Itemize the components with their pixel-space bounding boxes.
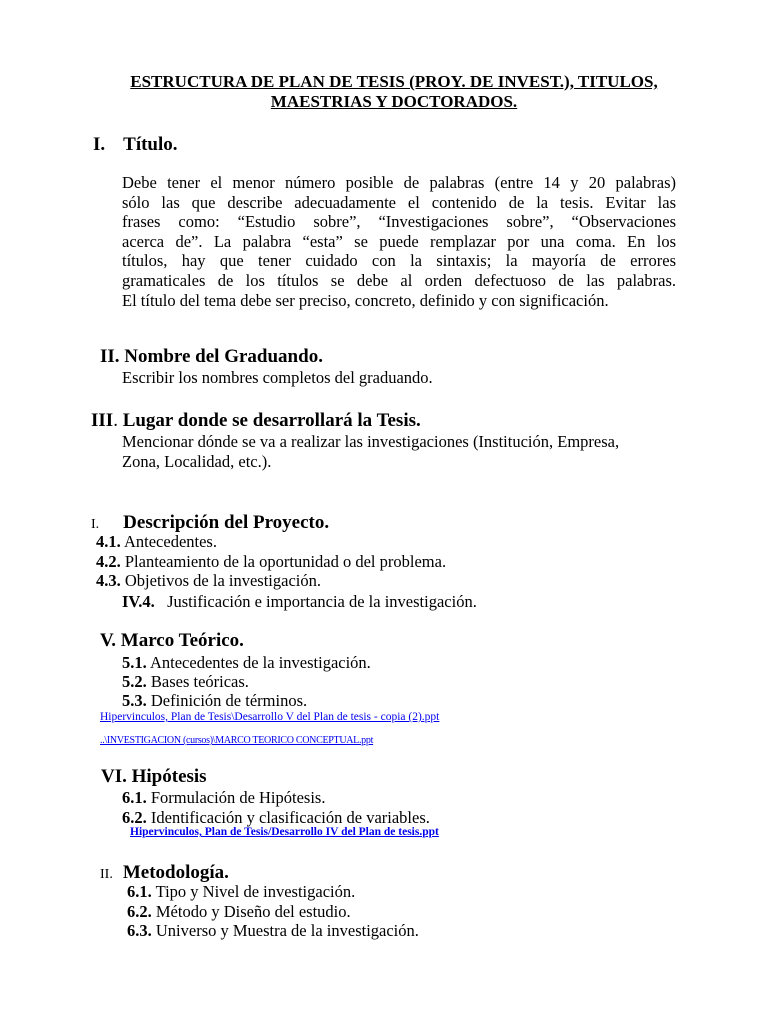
paragraph-line: sólo las que describe adecuadamente el contenido de la tesis. Evitar las [122,192,676,212]
section-7-number: II. [100,867,113,882]
section-4-item-2 [96,552,446,572]
section-5-item-2 [122,672,249,692]
section-2-text: Escribir los nombres completos del graduando. [122,368,433,387]
document-title-line-1: ESTRUCTURA DE PLAN DE TESIS (PROY. DE INVEST.), TITULOS, [130,72,658,91]
item-number: 6.2. [127,902,152,921]
document-title-line-2: MAESTRIAS Y DOCTORADOS. [270,92,518,111]
item-text: Antecedentes de la investigación. [149,653,371,672]
section-5-title: Marco Teórico. [120,630,244,651]
section-7-item-1 [127,882,355,902]
section-3-dot: . [113,410,118,431]
item-text: Tipo y Nivel de investigación. [155,882,356,901]
section-2-number: II. [100,346,120,367]
section-6-title: Hipótesis [131,766,207,787]
section-5-number: V. [100,630,117,651]
section-1-number: I. [93,134,106,155]
item-text: Identificación y clasificación de variables. [150,808,430,827]
section-3-text-line-2: Zona, Localidad, etc.). [122,452,272,471]
section-4-item-3 [96,571,321,591]
section-5-item-3 [122,691,307,711]
section-1-heading [93,134,178,156]
section-4-item-1 [96,532,217,552]
section-4-title: Descripción del Proyecto. [123,512,330,533]
hyperlink-marco-teorico[interactable]: ..\INVESTIGACION (cursos)\MARCO TEORICO CONCEPTUAL.ppt [100,735,374,746]
item-number: 5.3. [122,691,147,710]
section-7-item-3 [127,921,419,941]
item-number: 6.2. [122,808,147,827]
hyperlink-desarrollo-iv[interactable]: Hipervinculos, Plan de Tesis/Desarrollo IV del Plan de tesis.ppt [130,826,439,838]
section-6-item-2 [122,808,430,828]
section-1-paragraph [122,173,676,310]
item-number: 4.2. [96,552,121,571]
section-6-number: VI. [101,766,127,787]
item-text: Universo y Muestra de la investigación. [155,921,419,940]
item-text: Formulación de Hipótesis. [150,788,326,807]
section-4-item-4 [122,592,477,612]
item-number: 4.1. [96,532,121,551]
section-3-text-line-1: Mencionar dónde se va a realizar las investigaciones (Institución, Empresa, [122,432,620,451]
item-text: Método y Diseño del estudio. [155,902,351,921]
item-number: 6.3. [127,921,152,940]
item-number: 6.1. [122,788,147,807]
paragraph-line: Debe tener el menor número posible de palabras (entre 14 y 20 palabras) [122,173,676,192]
item-number: 6.1. [127,882,152,901]
section-4-number: I. [91,517,100,532]
section-3-number: III [91,410,114,431]
paragraph-line: El título del tema debe ser preciso, concreto, definido y con significación. [122,290,609,310]
section-3-heading [91,410,421,432]
item-text: Planteamiento de la oportunidad o del problema. [124,552,447,571]
item-text: Bases teóricas. [150,672,249,691]
section-6-item-1 [122,788,325,808]
paragraph-line: gramaticales de los títulos se debe al orden defectuoso de las palabras. [122,270,676,290]
section-5-heading [100,630,244,652]
section-3-title: Lugar donde se desarrollará la Tesis. [122,410,421,431]
item-text: Antecedentes. [123,532,217,551]
section-7-title: Metodología. [122,862,229,883]
item-number: 5.1. [122,653,147,672]
section-5-item-1 [122,653,371,673]
paragraph-line: acerca de”. La palabra “esta” se puede remplazar por una coma. En los [122,231,676,251]
section-7-item-2 [127,902,351,922]
section-7-heading [100,862,229,884]
paragraph-line: títulos, hay que tener cuidado con la sintaxis; la mayoría de errores [122,251,676,271]
section-4-heading [91,512,329,534]
paragraph-line: frases como: “Estudio sobre”, “Investigaciones sobre”, “Observaciones [122,212,676,232]
item-number: 5.2. [122,672,147,691]
hyperlink-desarrollo-v[interactable]: Hipervinculos, Plan de Tesis\Desarrollo V del Plan de tesis - copia (2).ppt [100,711,440,723]
section-6-heading [101,766,207,788]
item-number: IV.4. [122,592,155,611]
item-text: Objetivos de la investigación. [124,571,321,590]
section-2-heading [100,346,323,368]
section-2-title: Nombre del Graduando. [124,346,323,367]
item-number: 4.3. [96,571,121,590]
item-text: Definición de términos. [150,691,308,710]
item-text: Justificación e importancia de la investigación. [167,592,477,611]
section-1-title: Título. [123,134,178,155]
